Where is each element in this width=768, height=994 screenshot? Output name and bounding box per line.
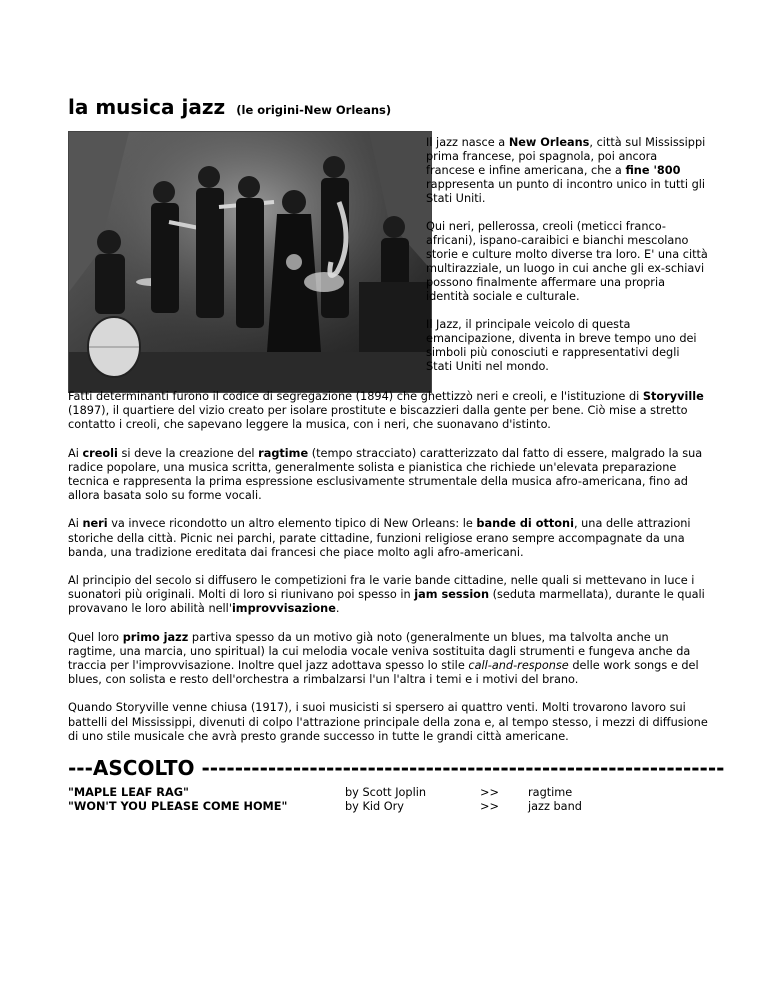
page-title: [68, 84, 391, 122]
emphasis-jam-session: jam session: [414, 588, 489, 602]
text-run: Ai: [68, 517, 83, 531]
list-item: [68, 786, 688, 800]
emphasis-call-and-response: call-and-response: [468, 659, 569, 673]
track-title: "MAPLE LEAF RAG": [68, 786, 189, 799]
track-genre: jazz band: [528, 800, 582, 813]
title-main: la musica jazz: [68, 95, 226, 119]
text-run: Qui neri, pellerossa, creoli (meticci franco-africani), ispano-caraibici e bianchi mescolano storie e culture molto diverse tra loro. E' una città multirazziale, un luogo in cui anche gli ex-schiavi possono finalmente affermare una propria identità sociale e culturale.: [426, 220, 708, 303]
jazz-band-photo: [68, 131, 432, 393]
text-run: (seduta marmellata), durante le quali provavano le loro abilità nell': [68, 588, 705, 616]
ascolto-heading: ---ASCOLTO ---------------------------------------------------------------: [68, 756, 725, 780]
track-artist: by Kid Ory: [345, 800, 404, 813]
text-run: delle work songs e del blues, con solista e resto dell'orchestra a rimbalzarsi l'un l'altra i temi e i motivi del brano.: [68, 659, 699, 687]
text-run: (tempo stracciato) caratterizzato dal fatto di essere, malgrado la sua radice popolare, una musica scritta, generalmente solista e pianistica che richiede un'elevata preparazione tecnica e rappresenta la prima espressione esclusivamente strumentale della musica afro-americana, fino ad allora basata solo su forme vocali.: [68, 446, 703, 503]
track-artist: by Scott Joplin: [345, 786, 427, 799]
text-run: (1897), il quartiere del vizio creato per isolare prostitute e biscazzieri dalla gente per bene. Ciò mise a stretto contatto i creoli, che sapevano leggere la musica, con i neri, che suonavano d'istinto.: [68, 404, 688, 432]
text-run: rappresenta un punto di incontro unico in tutti gli Stati Uniti.: [426, 178, 706, 205]
body-paragraph-6: [68, 701, 713, 744]
intro-paragraph-2: [426, 220, 708, 304]
emphasis-storyville: Storyville: [642, 390, 704, 403]
text-run: Quando Storyville venne chiusa (1917), i suoi musicisti si spersero ai quattro venti. Molti trovarono lavoro sui battelli del Mississippi, divenuti di colpo l'attrazione principale della zona e, al tempo stesso, i mezzi di diffusione di uno stile musicale che avrà presto grande successo in tutte le grandi città americane.: [68, 701, 708, 743]
text-run: si deve la creazione del: [117, 446, 259, 460]
track-separator: >>: [480, 800, 499, 813]
text-run: , una delle attrazioni storiche della città. Picnic nei parchi, parate cittadine, funzioni religiose erano sempre accompagnate da una banda, una tradizione ereditata dai francesi che piace molto agli afro-americani.: [68, 517, 691, 559]
track-genre: ragtime: [528, 786, 573, 799]
intro-paragraph-3: [426, 318, 708, 374]
body-paragraph-4: [68, 574, 713, 617]
intro-column: [426, 136, 708, 388]
emphasis-neri: neri: [82, 517, 108, 531]
emphasis-new-orleans: New Orleans: [508, 136, 590, 149]
text-run: Il jazz nasce a: [426, 136, 509, 149]
text-run: partiva spesso da un motivo già noto (generalmente un blues, ma talvolta anche un ragtime, una marcia, uno spiritual) la cui melodia vocale veniva sostituita dagli strumenti e fungeva anche da traccia per l'improvvisazione. Inoltre quel jazz adottava spesso lo stile: [68, 630, 691, 673]
emphasis-improvvisazione: improvvisazione: [231, 602, 336, 616]
text-run: .: [335, 602, 340, 616]
body-paragraph-1: [68, 390, 713, 433]
list-item: [68, 800, 688, 814]
title-subtitle: (le origini-New Orleans): [236, 103, 392, 117]
body-paragraph-2: [68, 447, 713, 504]
body-paragraph-5: [68, 631, 713, 688]
emphasis-creoli: creoli: [82, 446, 118, 460]
emphasis-fine-800: fine '800: [625, 164, 681, 177]
text-run: Quel loro: [68, 630, 123, 644]
text-run: Al principio del secolo si diffusero le competizioni fra le varie bande cittadine, nelle quali si mettevano in luce i suonatori più originali. Molti di loro si riunivano poi spesso in: [68, 574, 695, 602]
emphasis-ragtime: ragtime: [258, 446, 309, 460]
text-run: Fatti determinanti furono il codice di segregazione (1894) che ghettizzò neri e creoli, e l'istituzione di: [68, 390, 643, 403]
text-run: va invece ricondotto un altro elemento tipico di New Orleans: le: [107, 517, 477, 531]
listening-list: [68, 786, 688, 814]
emphasis-primo-jazz: primo jazz: [122, 630, 189, 644]
body-paragraph-3: [68, 517, 713, 560]
text-run: , città sul Mississippi prima francese, poi spagnola, poi ancora francese e infine americana, che a: [426, 136, 706, 177]
intro-paragraph-1: [426, 136, 708, 206]
track-title: "WON'T YOU PLEASE COME HOME": [68, 800, 288, 813]
emphasis-bande-di-ottoni: bande di ottoni: [476, 517, 574, 531]
jazz-band-photo-image: [69, 132, 432, 393]
text-run: Ai: [68, 446, 83, 460]
article-body: [68, 390, 713, 758]
text-run: Il Jazz, il principale veicolo di questa emancipazione, diventa in breve tempo uno dei simboli più conosciuti e rappresentativi degli Stati Uniti nel mondo.: [426, 318, 697, 373]
track-separator: >>: [480, 786, 499, 799]
